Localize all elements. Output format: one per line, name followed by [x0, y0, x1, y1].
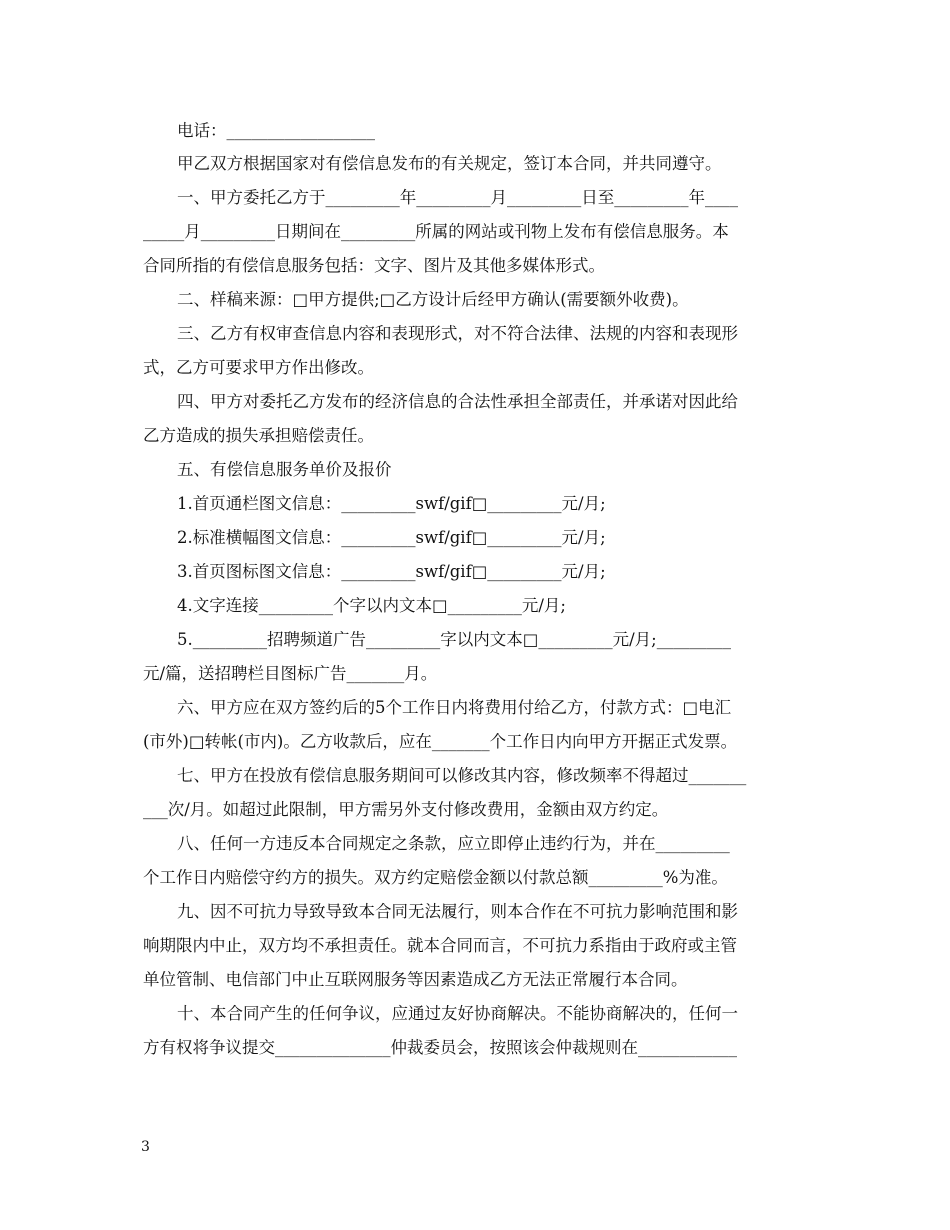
- price-item-5-line-1: 5._________招聘频道广告_________字以内文本□_________元/月;_________: [177, 630, 731, 649]
- clause-8-line-1: 八、任何一方违反本合同规定之条款，应立即停止违约行为，并在_________: [177, 834, 730, 853]
- clause-5-heading: 五、有偿信息服务单价及报价: [177, 460, 392, 479]
- clause-1-line-1: 一、甲方委托乙方于_________年_________月_________日至_________年____: [177, 188, 738, 207]
- clause-9-line-2: 响期限内中止，双方均不承担责任。就本合同而言，不可抗力系指由于政府或主管: [143, 936, 737, 955]
- clause-3-line-2: 式，乙方可要求甲方作出修改。: [143, 358, 374, 377]
- price-item-2: 2.标准横幅图文信息：_________swf/gif□_________元/月;: [177, 528, 606, 547]
- clause-4-line-2: 乙方造成的损失承担赔偿责任。: [143, 426, 374, 445]
- price-item-5-line-2: 元/篇，送招聘栏目图标广告_______月。: [143, 664, 438, 683]
- clause-7-line-1: 七、甲方在投放有偿信息服务期间可以修改其内容，修改频率不得超过_______: [177, 766, 747, 785]
- clause-10-line-2: 方有权将争议提交______________仲裁委员会，按照该会仲裁规则在____________: [143, 1038, 737, 1057]
- clause-7-line-2: ___次/月。如超过此限制，甲方需另外支付修改费用，金额由双方约定。: [143, 800, 669, 819]
- price-item-1: 1.首页通栏图文信息：_________swf/gif□_________元/月;: [177, 494, 606, 513]
- preamble-paragraph: 甲乙双方根据国家对有偿信息发布的有关规定，签订本合同，并共同遵守。: [177, 154, 722, 173]
- page-number: 3: [141, 1139, 150, 1155]
- clause-1-line-3: 合同所指的有偿信息服务包括：文字、图片及其他多媒体形式。: [143, 256, 605, 275]
- price-item-3: 3.首页图标图文信息：_________swf/gif□_________元/月;: [177, 562, 606, 581]
- clause-9-line-3: 单位管制、电信部门中止互联网服务等因素造成乙方无法正常履行本合同。: [143, 970, 688, 989]
- phone-line: 电话：__________________: [177, 121, 375, 140]
- clause-9-line-1: 九、因不可抗力导致导致本合同无法履行，则本合作在不可抗力影响范围和影: [177, 902, 738, 921]
- clause-2: 二、样稿来源：□甲方提供;□乙方设计后经甲方确认(需要额外收费)。: [177, 290, 689, 309]
- clause-4-line-1: 四、甲方对委托乙方发布的经济信息的合法性承担全部责任，并承诺对因此给: [177, 392, 738, 411]
- clause-6-line-2: (市外)□转帐(市内)。乙方收款后，应在_______个工作日内向甲方开据正式发票。: [143, 732, 738, 751]
- clause-1-line-2: _____月_________日期间在_________所属的网站或刊物上发布有偿信息服务。本: [143, 222, 729, 241]
- clause-6-line-1: 六、甲方应在双方签约后的5个工作日内将费用付给乙方，付款方式：□电汇: [177, 698, 732, 717]
- clause-8-line-2: 个工作日内赔偿守约方的损失。双方约定赔偿金额以付款总额_________%为准。: [143, 868, 728, 887]
- price-item-4: 4.文字连接_________个字以内文本□_________元/月;: [177, 596, 566, 615]
- clause-10-line-1: 十、本合同产生的任何争议，应通过友好协商解决。不能协商解决的，任何一: [177, 1004, 738, 1023]
- clause-3-line-1: 三、乙方有权审查信息内容和表现形式，对不符合法律、法规的内容和表现形: [177, 324, 738, 343]
